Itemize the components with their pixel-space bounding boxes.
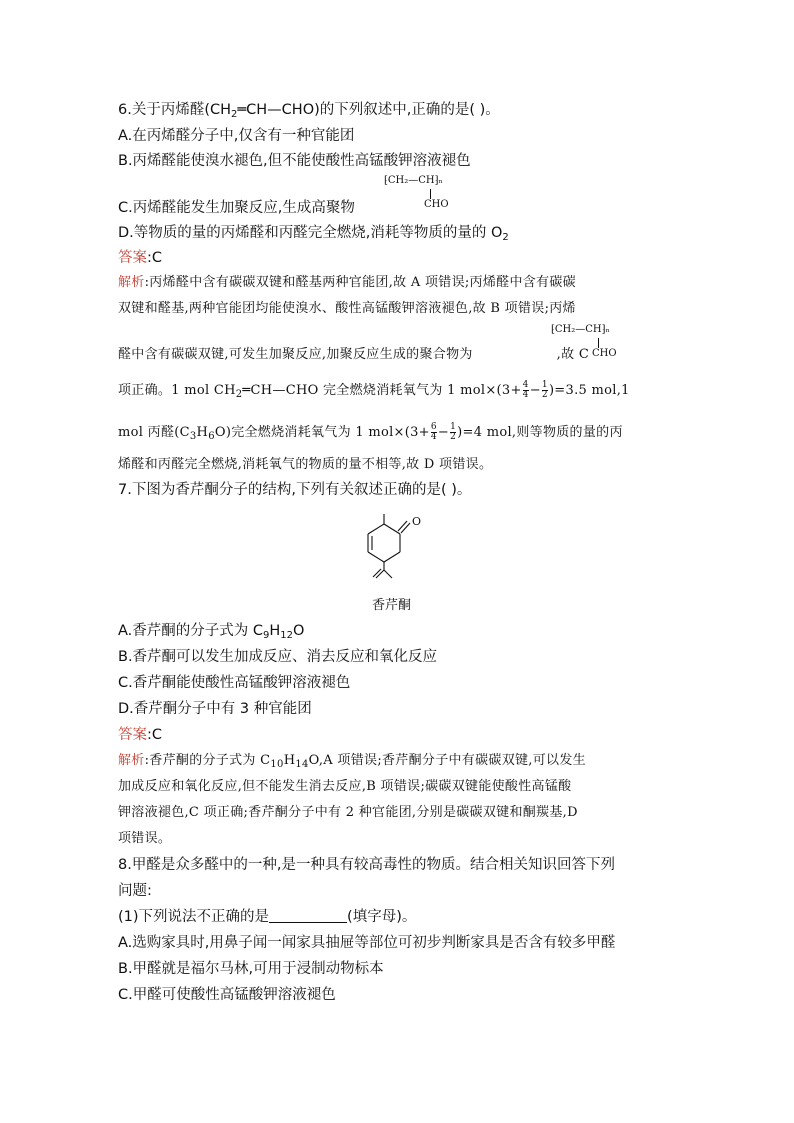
q7-analysis-line2: 加成反应和氧化反应,但不能发生消去反应,B 项错误;碳碳双键能使酸性高锰酸 (118, 779, 572, 794)
q6-analysis-line4: 项正确。1 mol $CH_2═CH—CHO$ 完全燃烧消耗氧气为 1 mol×(3+ $\frac{4}{4}$ − $\frac{1}{2}$ )=3.5 mol,1 (118, 380, 630, 400)
analysis-polymer-bottom: CHO (592, 348, 617, 359)
q7-analysis-line4: 项错误。 (118, 831, 172, 846)
structure-caption: 香芹酮 (372, 598, 412, 613)
q8-stem-line2: 问题: (118, 883, 152, 899)
q8-stem-line1: 8.甲醛是众多醛中的一种,是一种具有较高毒性的物质。结合相关知识回答下列 (118, 857, 615, 873)
q7-analysis-line1: 解析:香芹酮的分子式为 $C_{10}H_{14}O,A$ 项错误;香芹酮分子中有碳碳双键,可以发生 (118, 753, 586, 770)
q6-analysis-line1: 解析:丙烯醛中含有碳碳双键和醛基两种官能团,故 A 项错误;丙烯醛中含有碳碳 (118, 275, 576, 290)
q7-option-a: A.香芹酮的分子式为 $C_9H_{12}O$ (118, 623, 305, 641)
carvone-structure (360, 510, 440, 586)
polymer-formula-top: ⁅CH₂—CH⁆ₙ (384, 175, 443, 186)
q7-option-d: D.香芹酮分子中有 3 种官能团 (118, 701, 312, 717)
fraction: $\frac{6}{4}$ (430, 422, 437, 442)
q6-option-b: B.丙烯醛能使溴水褪色,但不能使酸性高锰酸钾溶液褪色 (118, 153, 471, 169)
q6-analysis-line5: mol 丙醛$(C_3H_6O)$完全燃烧消耗氧气为 1 mol×(3+ $\frac{6}{4}$ − $\frac{1}{2}$ )=4 mol,则等物质的量的丙 (118, 422, 623, 442)
analysis-polymer-bond (598, 338, 600, 348)
q6-option-c: C.丙烯醛能发生加聚反应,生成高聚物 (118, 200, 355, 216)
answer-label: 答案 (118, 250, 147, 266)
q8-option-b: B.甲醛就是福尔马林,可用于浸制动物标本 (118, 961, 384, 977)
fraction: $\frac{4}{4}$ (522, 380, 529, 400)
q6-answer: 答案:C (118, 250, 163, 266)
answer-blank (269, 908, 347, 923)
q6-option-a: A.在丙烯醛分子中,仅含有一种官能团 (118, 128, 355, 144)
q8-option-c: C.甲醛可使酸性高锰酸钾溶液褪色 (118, 987, 336, 1003)
analysis-label: 解析 (118, 275, 145, 290)
q7-answer: 答案:C (118, 727, 163, 743)
q7-analysis-line3: 钾溶液褪色,C 项正确;香芹酮分子中有 2 种官能团,分别是碳碳双键和酮羰基,D (118, 805, 578, 820)
fraction: $\frac{1}{2}$ (450, 422, 457, 442)
q7-option-c: C.香芹酮能使酸性高锰酸钾溶液褪色 (118, 675, 351, 691)
polymer-formula-bottom: CHO (424, 199, 449, 210)
q6-stem: 6.关于丙烯醛$(CH_2═CH—CHO)$的下列叙述中,正确的是( )。 (118, 102, 500, 120)
q8-option-a: A.选购家具时,用鼻子闻一闻家具抽屉等部位可初步判断家具是否含有较多甲醛 (118, 935, 616, 951)
answer-label: 答案 (118, 727, 147, 743)
q6-option-d: D.等物质的量的丙烯醛和丙醛完全燃烧,消耗等物质的量的 $O_2$ (118, 225, 509, 243)
fraction: $\frac{1}{2}$ (541, 380, 548, 400)
analysis-label: 解析 (118, 753, 145, 768)
q8-sub1: (1)下列说法不正确的是 (填字母)。 (118, 909, 417, 925)
q7-option-b: B.香芹酮可以发生加成反应、消去反应和氧化反应 (118, 649, 438, 665)
q7-stem: 7.下图为香芹酮分子的结构,下列有关叙述正确的是( )。 (118, 482, 472, 498)
analysis-polymer-top: ⁅CH₂—CH⁆ₙ (551, 324, 610, 335)
svg-text:O: O (412, 515, 422, 528)
q6-analysis-line6: 烯醛和丙醛完全燃烧,消耗氧气的物质的量不相等,故 D 项错误。 (118, 457, 493, 472)
q6-analysis-line3: 醛中含有碳碳双键,可发生加聚反应,加聚反应生成的聚合物为 ,故 C (118, 347, 590, 362)
polymer-bond (430, 189, 432, 199)
q6-analysis-line2: 双键和醛基,两种官能团均能使溴水、酸性高锰酸钾溶液褪色,故 B 项错误;丙烯 (118, 301, 576, 316)
